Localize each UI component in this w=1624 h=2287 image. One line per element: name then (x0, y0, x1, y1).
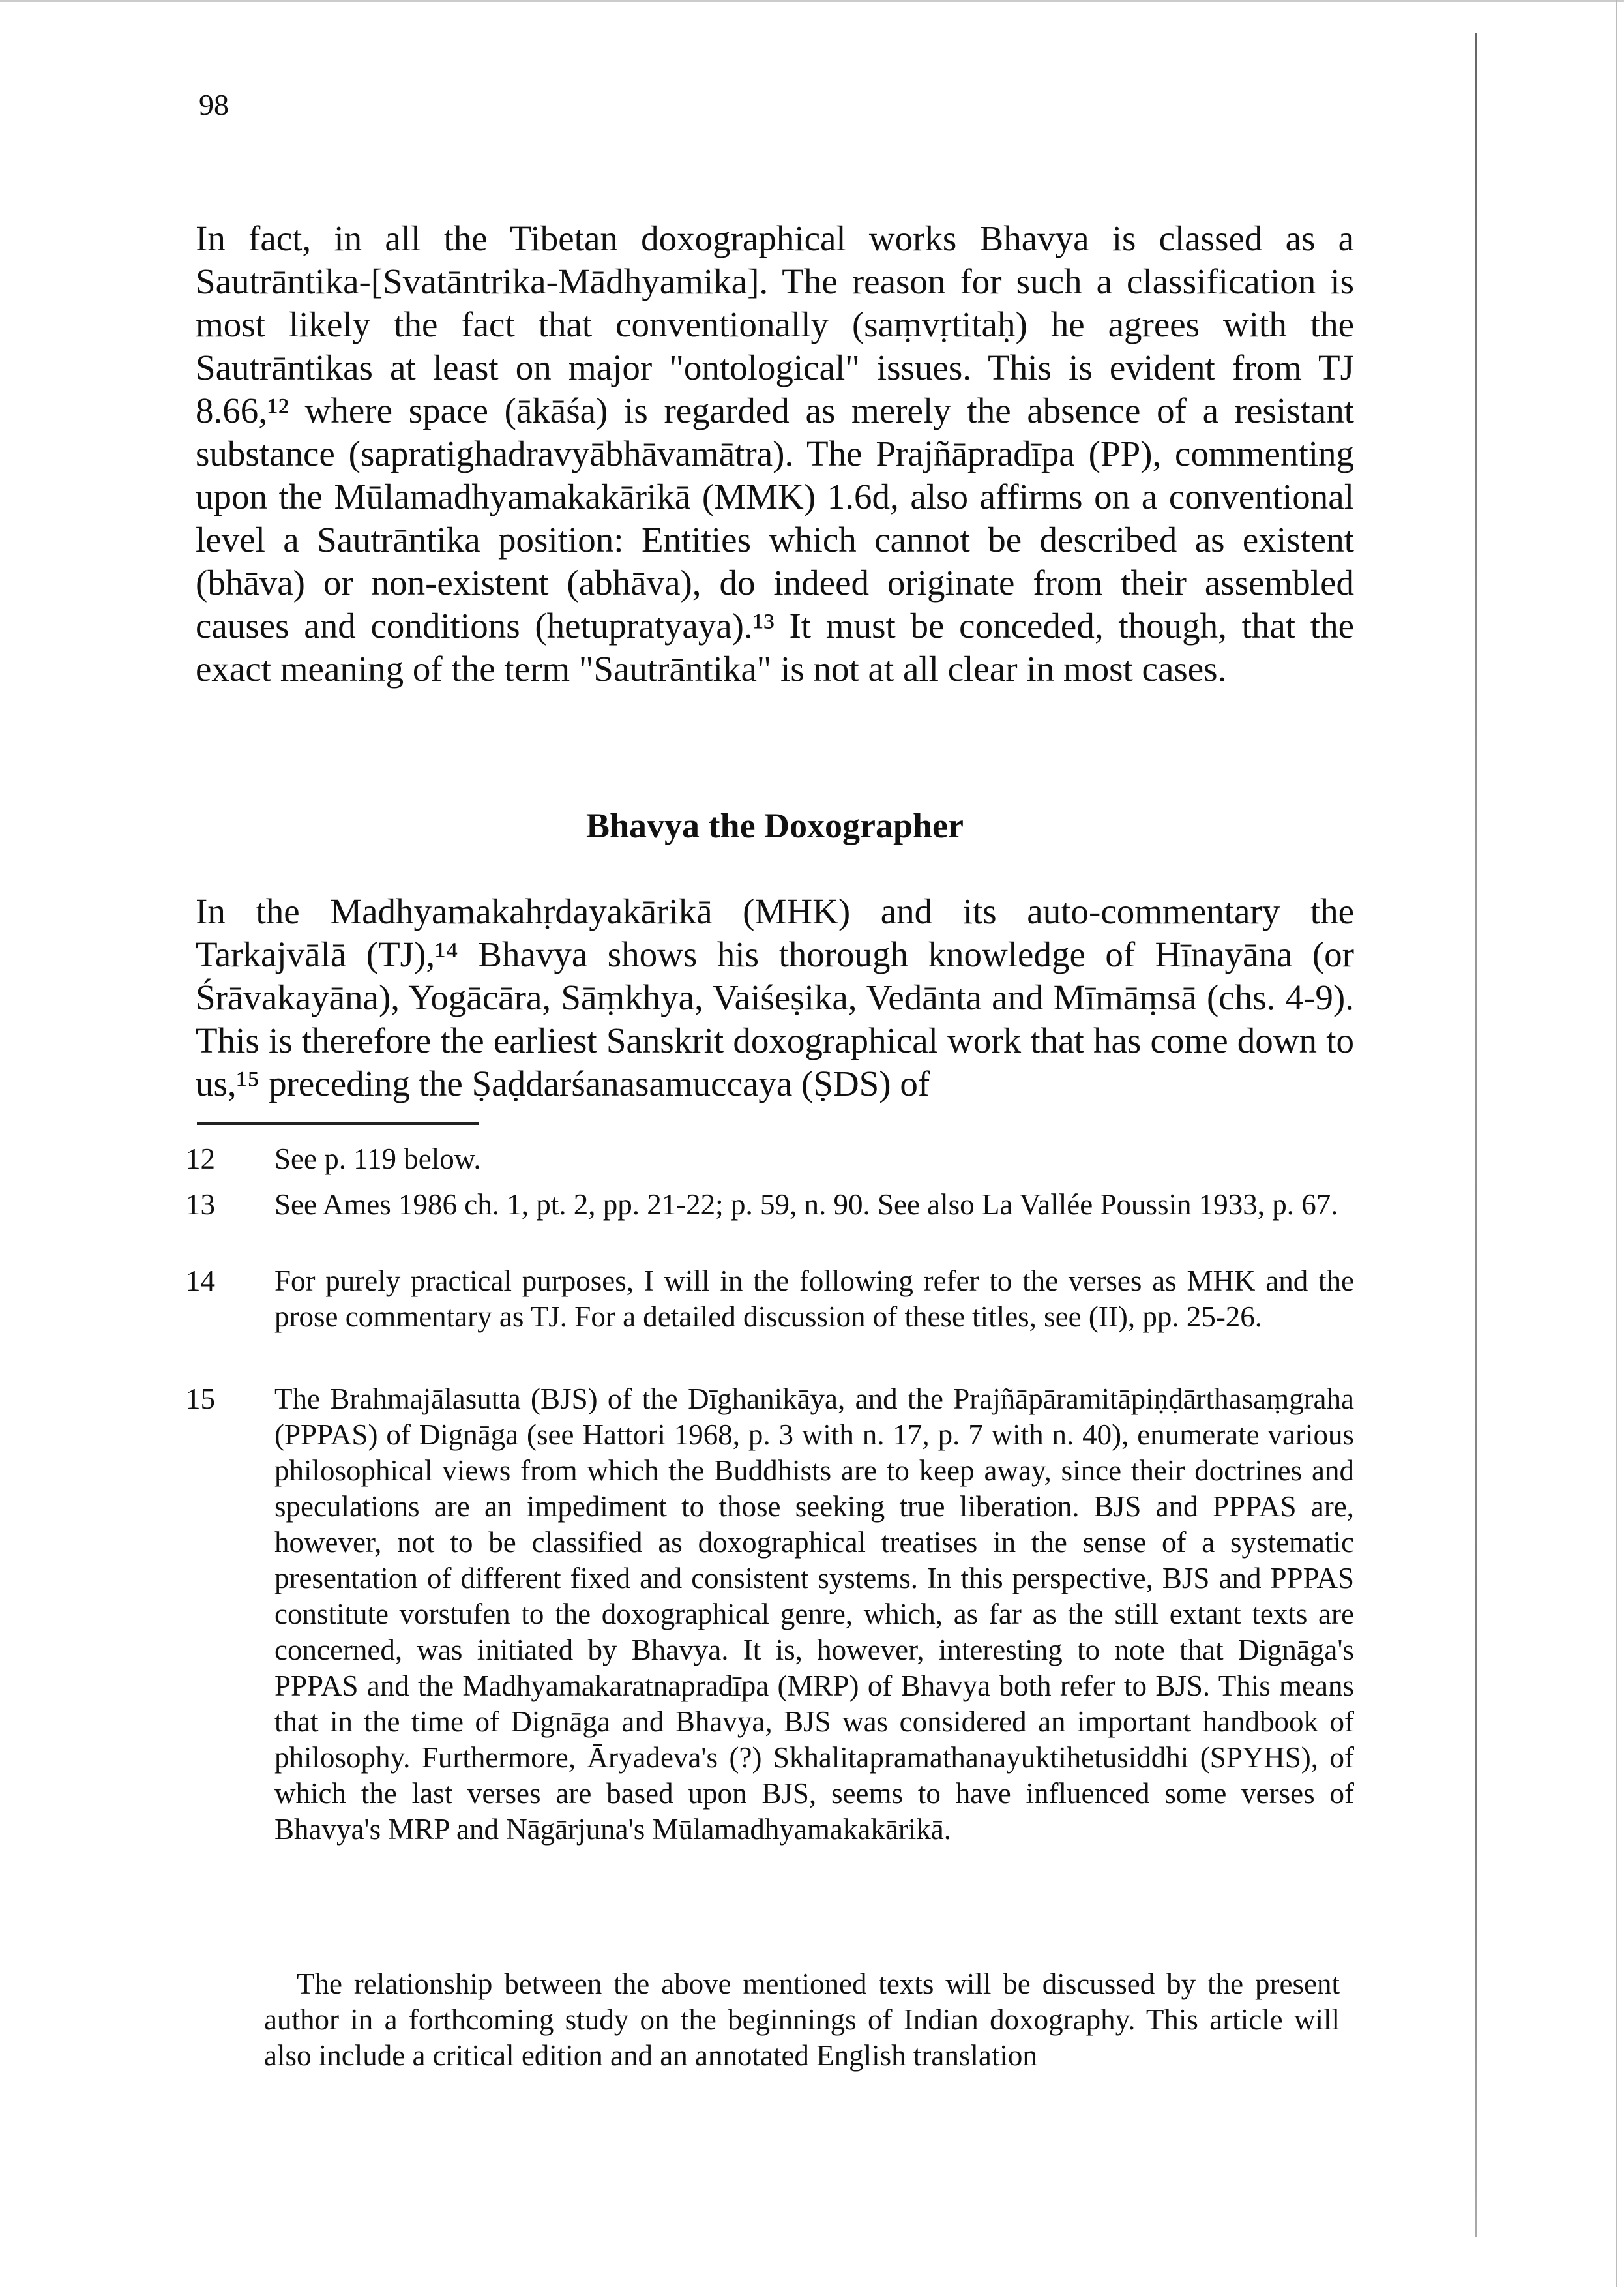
footnote-text: See Ames 1986 ch. 1, pt. 2, pp. 21-22; p. 59, n. 90. See also La Vallée Poussin 1933, p. 67. (274, 1188, 1338, 1221)
scan-binding-shadow (1475, 33, 1477, 2237)
footnote-15-continuation: The relationship between the above mentioned texts will be discussed by the present author in a forthcoming study on the beginnings of Indian doxography. This article will also include a critical edition and an annotated English translation (264, 1967, 1340, 2072)
footnote-text: See p. 119 below. (274, 1143, 481, 1175)
footnote-13 (186, 1187, 1354, 1223)
footnote-number: 12 (186, 1143, 215, 1175)
page-number: 98 (199, 88, 229, 121)
footnote-number: 14 (186, 1264, 215, 1297)
body-paragraph-2: In the Madhyamakahṛdayakārikā (MHK) and its auto-commentary the Tarkajvālā (TJ),¹⁴ Bhavya shows his thorough knowledge of Hīnayāna (or Śrāvakayāna), Yogācāra, Sāṃkhya, Vaiśeṣika, Vedānta and Mīmāṃsā (chs. 4-9). This is therefore the earliest Sanskrit doxographical work that has come down to us,¹⁵ preceding the Ṣaḍdarśanasamuccaya (ṢDS) of (196, 891, 1354, 1103)
footnote-12 (186, 1141, 1354, 1177)
footnote-15 (186, 1381, 1354, 1847)
footnote-number: 13 (186, 1188, 215, 1221)
scan-right-edge (1616, 0, 1617, 2287)
body-paragraph-1: In fact, in all the Tibetan doxographical works Bhavya is classed as a Sautrāntika-[Svatāntrika-Mādhyamika]. The reason for such a classification is most likely the fact that conventionally (saṃvṛtitaḥ) he agrees with the Sautrāntikas at least on major "ontological" issues. This is evident from TJ 8.66,¹² where space (ākāśa) is regarded as merely the absence of a resistant substance (sapratighadravyābhāvamātra). The Prajñāpradīpa (PP), commenting upon the Mūlamadhyamakakārikā (MMK) 1.6d, also affirms on a conventional level a Sautrāntika position: Entities which cannot be described as existent (bhāva) or non-existent (abhāva), do indeed originate from their assembled causes and conditions (hetupratyaya).¹³ It must be conceded, though, that the exact meaning of the term "Sautrāntika" is not at all clear in most cases. (196, 218, 1354, 689)
section-heading: Bhavya the Doxographer (586, 806, 964, 845)
footnote-14 (186, 1263, 1354, 1335)
footnote-separator (197, 1122, 479, 1125)
footnote-number: 15 (186, 1383, 215, 1415)
footnote-text: The Brahmajālasutta (BJS) of the Dīghanikāya, and the Prajñāpāramitāpiṇḍārthasaṃgraha (PPPAS) of Dignāga (see Hattori 1968, p. 3 with n. 17, p. 7 with n. 40), enumerate various philosophical views from which the Buddhists are to keep away, since their doctrines and speculations are an impediment to those seeking true liberation. BJS and PPPAS are, however, not to be classified as doxographical treatises in the sense of a systematic presentation of different fixed and consistent systems. In this perspective, BJS and PPPAS constitute vorstufen to the doxographical genre, which, as far as the still extant texts are concerned, was initiated by Bhavya. It is, however, interesting to note that Dignāga's PPPAS and the Madhyamakaratnapradīpa (MRP) of Bhavya both refer to BJS. This means that in the time of Dignāga and Bhavya, BJS was considered an important handbook of philosophy. Furthermore, Āryadeva's (?) Skhalitapramathanayuktihetusiddhi (SPYHS), of which the last verses are based upon BJS, seems to have influenced some verses of Bhavya's MRP and Nāgārjuna's Mūlamadhyamakakārikā. (274, 1383, 1354, 1846)
footnote-text: For purely practical purposes, I will in the following refer to the verses as MHK and the prose commentary as TJ. For a detailed discussion of these titles, see (II), pp. 25-26. (274, 1264, 1354, 1333)
scan-top-edge (0, 0, 1624, 2)
